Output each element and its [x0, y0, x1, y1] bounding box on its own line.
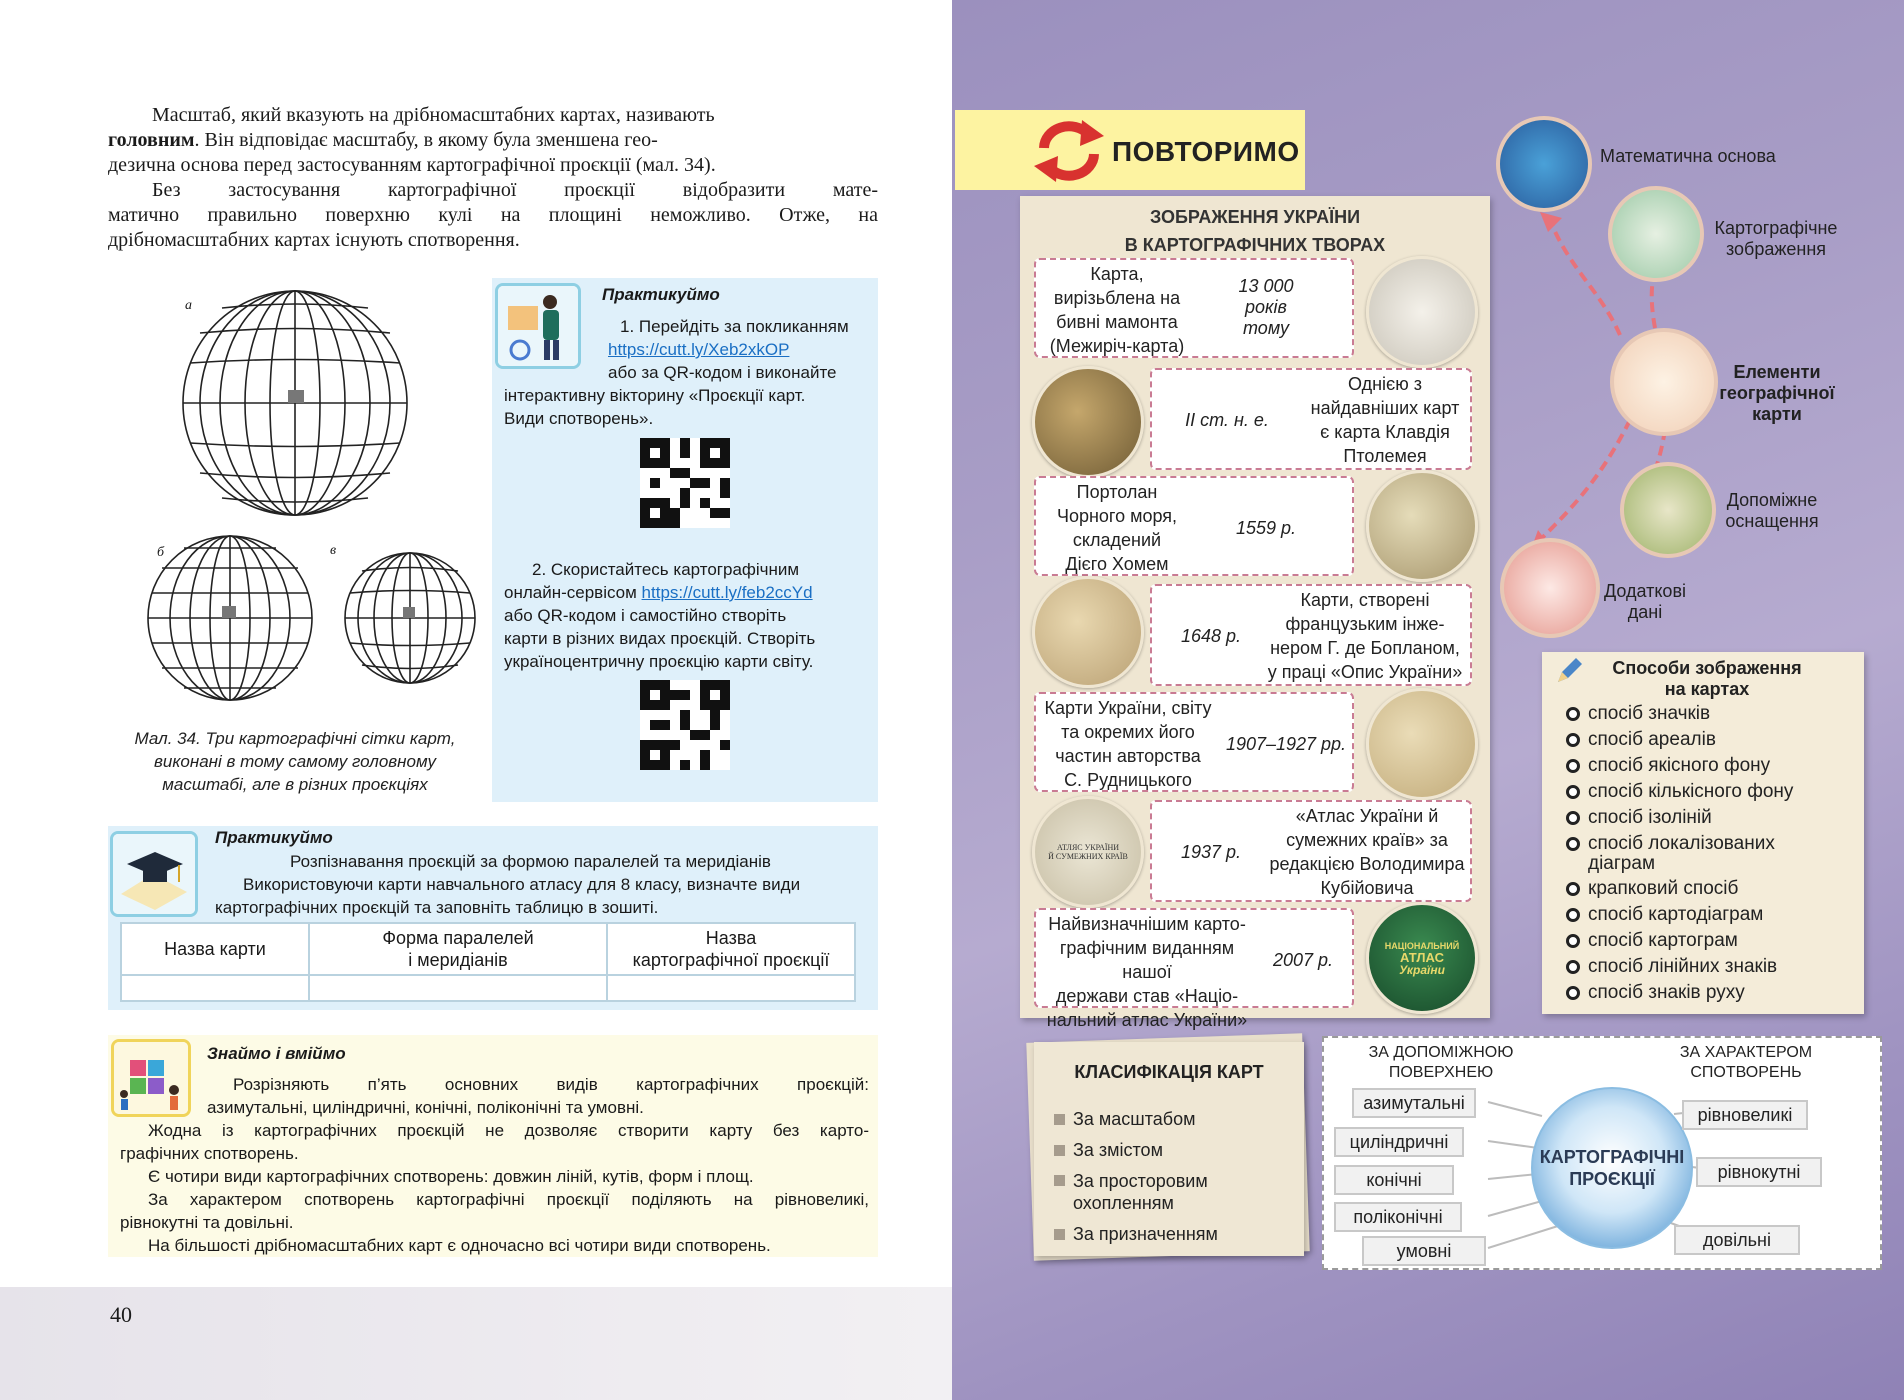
graduation-cap-icon [113, 834, 195, 914]
paragraph-distortions: Без застосування картографічної проєкції відобразити мате- матично правильно поверхню кулі на площині неможливо. Отже, на дрібномасштабних картах існують спотворення. [108, 179, 878, 251]
projection-table [120, 922, 856, 1002]
practice-panel-1: Практикуймо 1. Перейдіть за покликанням https://cutt.ly/Xeb2xkOP або за QR-кодом і виконайте інтерактивну вікторину «Проєкції карт. Види спотворень». 2. Скористайтесь картографічним онлайн-сервісом https://cutt.ly/feb2ccYd або QR-кодом і самостійно створіть карти в різних видах проєкцій. Створіть україноцентричну проєкцію карти світу. [492, 278, 878, 802]
projection-polyconic: поліконічні [1334, 1202, 1462, 1232]
map-pin-icon [1610, 328, 1718, 436]
mammoth-tusk-map-image [1366, 256, 1478, 368]
table-header-projection: Назва картографічної проєкції [607, 923, 855, 975]
folded-map-icon [1620, 462, 1716, 558]
circle-bullet-icon [1566, 837, 1580, 851]
method-item: спосіб якісного фону [1566, 756, 1770, 778]
circle-bullet-icon [1566, 707, 1580, 721]
classification-item: За змістом [1054, 1139, 1218, 1161]
timeline-title: ЗОБРАЖЕННЯ УКРАЇНИ В КАРТОГРАФІЧНИХ ТВОРАХ [1124, 207, 1386, 255]
method-item: крапковий спосіб [1566, 879, 1738, 901]
table-header-map-name: Назва карти [121, 923, 309, 975]
projections-left-title: ЗА ДОПОМІЖНОЮ ПОВЕРХНЕЮ [1368, 1044, 1514, 1081]
practice-panel-2: Практикуймо Розпізнавання проєкцій за формою паралелей та меридіанів Використовуючи карти навчального атласу для 8 класу, визначте види картографічних проєкцій та заповніть таблицю в зошиті. Назва карти Форма паралелей і меридіанів Назва картографічної проєкції [108, 826, 878, 1010]
projections-center: КАРТОГРАФІЧНІ ПРОЄКЦІЇ [1539, 1147, 1685, 1189]
method-item: спосіб картограм [1566, 931, 1738, 953]
projection-conic: конічні [1334, 1165, 1454, 1195]
method-item: спосіб ізоліній [1566, 808, 1712, 830]
projections-right-title: ЗА ХАРАКТЕРОМ СПОТВОРЕНЬ [1679, 1044, 1813, 1081]
projection-azimuthal: азимутальні [1352, 1088, 1476, 1118]
figure-label-b: б [157, 545, 165, 560]
methods-title: Способи зображення на картах [1612, 658, 1802, 699]
timeline-entry-6: 1937 р. «Атлас України й сумежних країв» за редакцією Володимира Кубійовича [1150, 800, 1472, 902]
practice1-heading: Практикуймо [602, 285, 720, 304]
term-main-scale: головним [108, 129, 195, 151]
paragraph-main-scale: Масштаб, який вказують на дрібномасштабних картах, називають головним. Він відповідає масштабу, в якому була зменшена гео- дезична основа перед застосуванням картографічної проєкції (мал. 34). [108, 104, 716, 176]
timeline-entry-3: Портолан Чорного моря, складений Дієго Хомем 1559 р. [1034, 476, 1354, 576]
method-item: спосіб кількісного фону [1566, 782, 1793, 804]
paragraph1-line2: . Він відповідає масштабу, в якому була зменшена гео- [194, 129, 658, 151]
portolan-map-image [1366, 470, 1478, 582]
beauplan-map-image [1032, 576, 1144, 688]
circle-bullet-icon [1566, 759, 1580, 773]
circle-bullet-icon [1566, 733, 1580, 747]
timeline-entry-5: Карти України, світу та окремих його частин авторства С. Рудницького 1907–1927 рр. [1034, 692, 1354, 792]
know-heading: Знаймо і вміймо [207, 1044, 346, 1063]
classification-item: За масштабом [1054, 1108, 1218, 1130]
qr-code-1[interactable] [640, 438, 730, 528]
projection-conventional: умовні [1362, 1236, 1486, 1266]
circle-bullet-icon [1566, 934, 1580, 948]
circle-bullet-icon [1566, 785, 1580, 799]
review-title: ПОВТОРИМО [1112, 136, 1300, 167]
timeline-entry-4: 1648 р. Карти, створені французьким інже- нером Г. де Бопланом, у праці «Опис України» [1150, 584, 1472, 686]
method-item: спосіб ареалів [1566, 730, 1716, 752]
element-math-basis: Математична основа [1600, 146, 1776, 166]
national-atlas-image: НАЦІОНАЛЬНИЙ АТЛАС України [1366, 902, 1478, 1014]
classification-title: КЛАСИФІКАЦІЯ КАРТ [1074, 1062, 1264, 1082]
kubijovych-atlas-image: АТЛЯС УКРАЇНИ Й СУМЕЖНИХ КРАЇВ [1032, 796, 1144, 908]
classification-item: За просторовим охопленням [1054, 1170, 1218, 1214]
city-buildings-icon [1500, 538, 1600, 638]
traveler-icon [498, 286, 578, 366]
puzzle-people-icon [114, 1042, 188, 1114]
city-map-icon [1608, 186, 1704, 282]
projection-cylindrical: циліндричні [1334, 1127, 1464, 1157]
method-item: спосіб локалізованих діаграм [1566, 834, 1775, 874]
know-panel: Знаймо і вміймо Розрізняють п’ять основних видів картографічних проєкцій: азимутальні, циліндричні, конічні, поліконічні та умовні. Жодна із картографічних проєкцій не дозволяє створити карту без карто- графічних спотворень. Є чотири види картографічних спотворень: довжин ліній, кутів, форм і площ. За характером спотворень картографічні проєкції поділяють на рівновеликі, рівнокутні та довільні. На більшості дрібномасштабних карт є одночасно всі чотири види спотворень. [108, 1035, 878, 1257]
timeline-entry-1: Карта, вирізьблена на бивні мамонта (Межиріч-карта) 13 000 років тому [1034, 258, 1354, 358]
left-page-footer-band [0, 1287, 952, 1400]
table-cell [309, 975, 607, 1001]
globe-icon [1496, 116, 1592, 212]
know-icon [111, 1039, 191, 1117]
link-map-service[interactable]: https://cutt.ly/feb2ccYd [641, 583, 813, 602]
figure-label-c: в [330, 543, 337, 558]
qr-code-2[interactable] [640, 680, 730, 770]
table-header-shape: Форма паралелей і меридіанів [309, 923, 607, 975]
practice2-icon [110, 831, 198, 917]
practice-icon [495, 283, 581, 369]
element-map-elements-center: Елементи географічної карти [1719, 362, 1835, 424]
method-item: спосіб картодіаграм [1566, 905, 1763, 927]
circle-bullet-icon [1566, 811, 1580, 825]
figure-caption: Мал. 34. Три картографічні сітки карт, виконані в тому самому головному масштабі, але в різних проєкціях [134, 729, 456, 794]
graticule-figure [140, 288, 500, 708]
element-cartographic-image: Картографічне зображення [1714, 218, 1838, 259]
element-auxiliary-equipment: Допоміжне оснащення [1725, 490, 1819, 531]
element-additional-data: Додаткові дані [1603, 581, 1687, 622]
table-cell [121, 975, 309, 1001]
figure-label-a: а [185, 298, 192, 313]
classification-list [1054, 1108, 1218, 1245]
projection-arbitrary: довільні [1674, 1225, 1800, 1255]
classification-item: За призначенням [1054, 1223, 1218, 1245]
method-item: спосіб знаків руху [1566, 983, 1745, 1005]
timeline-entry-7: Найвизначнішим карто- графічним виданням нашої держави став «Націо- нальний атлас України» 2007 р. [1034, 908, 1354, 1008]
projection-equal-area: рівновеликі [1682, 1100, 1808, 1130]
circle-bullet-icon [1566, 960, 1580, 974]
table-cell [607, 975, 855, 1001]
page-number: 40 [110, 1302, 132, 1327]
method-item: спосіб лінійних знаків [1566, 957, 1777, 979]
timeline-entry-2: II ст. н. е. Однією з найдавніших карт є карта Клавдія Птолемея [1150, 368, 1472, 470]
ptolemy-map-image [1032, 366, 1144, 478]
projection-conformal: рівнокутні [1696, 1157, 1822, 1187]
rudnytsky-map-image [1366, 688, 1478, 800]
link-quiz[interactable]: https://cutt.ly/Xeb2xkOP [608, 340, 790, 359]
method-item: спосіб значків [1566, 704, 1710, 726]
circle-bullet-icon [1566, 908, 1580, 922]
circle-bullet-icon [1566, 882, 1580, 896]
practice2-heading: Практикуймо [215, 828, 333, 847]
repeat-arrows-icon [1030, 118, 1108, 184]
circle-bullet-icon [1566, 986, 1580, 1000]
